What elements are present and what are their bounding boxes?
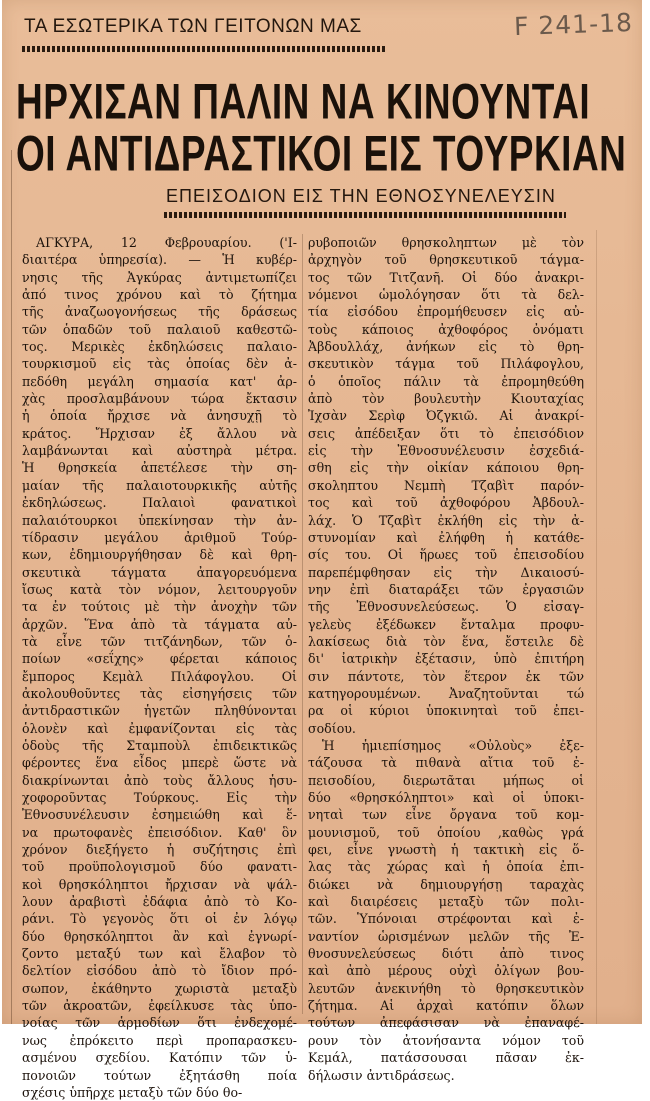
article-line: παλαιότουρκοι ὑπεκίνησαν τὴν ἀν- <box>22 512 297 528</box>
article-line: ὁ ὁποῖος πάλιν τὰ ἐπρομηθεύθη <box>308 373 584 389</box>
article-line: φέροντες ἕνα εἶδος μπερὲ ὥστε νὰ <box>22 755 297 771</box>
headline-line-1: ΗΡΧΙΣΑΝ ΠΑΛΙΝ ΝΑ ΚΙΝΟΥΝΤΑΙ <box>16 74 591 130</box>
archive-reference: F 241-18 <box>513 7 634 42</box>
article-line: ἔμπορος Κεμὰλ Πιλάφογλου. Οἱ <box>22 668 297 684</box>
article-line: τάζουσα τὰ πιθανὰ αἴτια τοῦ ἐ- <box>308 755 584 771</box>
article-line: ἡ ὁποία ἤρχισε νὰ ἀνησυχῇ τὸ <box>22 408 297 424</box>
article-line: τῶν. Ὑπόνοιαι στρέφονται καὶ ἐ- <box>308 911 584 927</box>
article-line: καὶ ἀπὸ μέρους οὐχὶ ὀλίγων βου- <box>308 963 584 979</box>
article-line: πεισοδίου, διερωτᾶται μήπως οἱ <box>308 772 584 788</box>
article-line: παρεπέμφθησαν εἰς τὴν Δικαιοσύ- <box>308 564 584 580</box>
article-line: νόμενοι ὡμολόγησαν ὅτι τὰ δελ- <box>308 287 584 303</box>
article-line: τος τῶν Τιτζανῆ. Οἱ δύο ἀνακρι- <box>308 269 584 285</box>
article-line: τος καὶ τοῦ ἀχθοφόρου Ἀβδουλ- <box>308 495 584 511</box>
article-line: χὰς προσλαμβάνουν τώρα ἔκτασιν <box>22 391 297 407</box>
article-line: τος. Μερικὲς ἐκδηλώσεις παλαιο- <box>22 339 297 355</box>
article-line: σθη εἰς τὴν οἰκίαν κάποιου θρη- <box>308 460 584 476</box>
article-line: Κεμάλ, πατάσσουσαι πᾶσαν ἐκ- <box>308 1050 584 1066</box>
article-line: στυνομίαν καὶ ἐλήφθη ἡ κατάθε- <box>308 529 584 545</box>
article-line: τῶν ἀκροατῶν, ἐφείλκυσε τὰς ὑπο- <box>22 998 297 1014</box>
article-line: τὰ εἶνε τῶν τιτζάνηδων, τῶν ὁ- <box>22 633 297 649</box>
article-line: ὁλονὲν καὶ ἐμφανίζονται εἰς τὰς <box>22 720 297 736</box>
article-line: κράτος. Ἤρχισαν ἐξ ἄλλου νὰ <box>22 425 297 441</box>
article-line: λάχ. Ὁ Τζαβὶτ ἐκλήθη εἰς τὴν ἀ- <box>308 512 584 528</box>
article-line: λας τὰς χώρας καὶ ἡ ὁποία ἐπι- <box>308 859 584 875</box>
article-line: Ἡ ἡμιεπίσημος «Οὐλοὺς» ἐξε- <box>322 737 584 753</box>
article-line: τῆς ἀναζωογονήσεως τῆς δράσεως <box>22 304 297 320</box>
article-line: ἀκολουθοῦντες τὰς εἰσηγήσεις τῶν <box>22 685 297 701</box>
article-line: νηταὶ των εἶνε ὄργανα τοῦ κομ- <box>308 807 584 823</box>
article-line: ποίων «σεΐχης» φέρεται κάποιος <box>22 651 297 667</box>
article-line: σίς του. Οἱ ἥρωες τοῦ ἐπεισοδίου <box>308 547 584 563</box>
article-line: νησις τῆς Ἀγκύρας ἀντιμετωπίζει <box>22 269 297 285</box>
article-line: κων, ἐδημιουργήθησαν δὲ καὶ θρη- <box>22 547 297 563</box>
article-line: ἀρχῶν. Ἕνα ἀπὸ τὰ τάγματα αὐ- <box>22 616 297 632</box>
article-line: ἀντιδραστικῶν ἡγετῶν πληθύνονται <box>22 703 297 719</box>
article-line: ἀρχηγὸν τοῦ θρησκευτικοῦ τάγμα- <box>308 252 584 268</box>
article-line: ράνι. Τὸ γεγονὸς ὅτι οἱ ἐν λόγῳ <box>22 911 297 927</box>
article-line: τα ἐν τούτοις μὲ τὴν ἀνοχὴν τῶν <box>22 599 297 615</box>
article-line: ἀπὸ τὸν βουλευτὴν Κιουταχίας <box>308 391 584 407</box>
article-line: νοίας τῶν ἁρμοδίων ὅτι ἐνδεχομέ- <box>22 1015 297 1031</box>
article-line: Ἐθνοσυνέλευσιν ἐσημειώθη καὶ ἕ- <box>22 807 297 823</box>
article-line: καὶ διαιρέσεις μεταξὺ τῶν πολι- <box>308 894 584 910</box>
subheadline: ΕΠΕΙΣΟΔΙΟΝ ΕΙΣ ΤΗΝ ΕΘΝΟΣΥΝΕΛΕΥΣΙΝ <box>166 186 556 206</box>
article-line: σχέσις ὑπῆρχε μεταξὺ τῶν δύο θο- <box>22 1084 243 1100</box>
article-line: διακρίνωνται ἀπὸ τοὺς ἄλλους ἡσυ- <box>22 772 297 788</box>
article-line: δύο θρησκόληπτοι ἂν καὶ ἐγνωρί- <box>22 928 297 944</box>
article-line: θνοσυνελεύσεως διότι ἀπὸ τινος <box>308 946 584 962</box>
article-line: λακίσεως διὰ τὸν ἕνα, ἔστειλε δὲ <box>308 633 584 649</box>
article-column-left <box>22 234 297 1101</box>
article-line: τοῦ προϋπολογισμοῦ δύο φανατι- <box>22 859 297 875</box>
subheadline-rule <box>164 212 566 218</box>
paper-fold <box>596 230 597 1024</box>
article-line: νην ἐπὶ διαταράξει τῶν ἐργασιῶν <box>308 581 584 597</box>
article-line: ναντίον ὡρισμένων μελῶν τῆς Ἐ- <box>308 928 584 944</box>
article-line: διώκει νὰ δημιουργήσῃ ταραχὰς <box>308 876 584 892</box>
article-line: τῆς Ἐθνοσυνελεύσεως. Ὁ εἰσαγ- <box>308 599 584 615</box>
article-line: λευτῶν ἀνεκινήθη τὸ θρησκευτικὸν <box>308 980 584 996</box>
article-line: σιν πάντοτε, τὸν ἕτερον ἐκ τῶν <box>308 668 584 684</box>
article-line: σκοληπτου Νεμπὴ Τζαβὶτ παρόν- <box>308 477 584 493</box>
article-line: Ἀβδουλλάχ, ἀνήκων εἰς τὸ θρη- <box>308 339 584 355</box>
article-line: εἰς τὴν Ἐθνοσυνέλευσιν ἐσχεδιά- <box>308 443 584 459</box>
article-line: φει, εἶνε γνωστὴ ἡ τακτικὴ εἰς ὅ- <box>308 842 584 858</box>
article-line: ἀπό τινος χρόνου καὶ τὸ ζήτημα <box>22 287 297 303</box>
column-divider <box>302 234 303 1014</box>
article-line: λαμβάνωνται καὶ αὐστηρὰ μέτρα. <box>22 443 297 459</box>
article-line: σκευτικὸν τάγμα τοῦ Πιλάφογλου, <box>308 356 584 372</box>
article-line: τίδρασιν μεγάλου ἀριθμοῦ Τούρ- <box>22 529 297 545</box>
article-line: τία εἰσόδου ἐπρομήθευσεν εἰς αὐ- <box>308 304 584 320</box>
article-line: τῶν ὁπαδῶν τοῦ παλαιοῦ καθεστῶ- <box>22 321 297 337</box>
article-line: τοὺς κάποιος ἀχθοφόρος ὀνόματι <box>308 321 584 337</box>
newspaper-clipping <box>2 0 642 1100</box>
article-line: σωπον, ἐκάθηντο χωριστὰ μεταξὺ <box>22 980 297 996</box>
article-line: μαίαν τῆς παλαιοτουρκικῆς αὐτῆς <box>22 477 297 493</box>
article-line: ρυβοποιῶν θρησκοληπτων μὲ τὸν <box>308 235 584 250</box>
article-column-right <box>308 234 584 1084</box>
article-line: χοφοροῦντας Τούρκους. Εἰς τὴν <box>22 790 297 805</box>
article-line: ὁδοὺς τῆς Σταμποὺλ ἐπιδεικτικῶς <box>22 737 297 753</box>
article-line: σοδίου. <box>308 720 356 736</box>
article-line: κοὶ θρησκόληπτοι ἤρχισαν νὰ ψάλ- <box>22 876 297 892</box>
article-line: δύο «θρησκόληπτοι» καὶ οἱ ὑποκι- <box>308 790 584 805</box>
article-line: Ἰχσὰν Σερὶφ Ὀζγκιῶ. Αἱ ἀνακρί- <box>308 408 584 424</box>
article-line: λουν ἀραβιστὶ ἐδάφια ἀπὸ τὸ Κο- <box>22 894 297 910</box>
article-line: δι' ἰατρικὴν ἐξέτασιν, ὑπὸ ἐπιτήρη <box>308 651 584 667</box>
article-line: να πρωτοφανὲς ἐπεισόδιον. Καθ' ὃν <box>22 824 297 840</box>
article-line: ἴσως κατὰ τὸν νόμον, λειτουργοῦν <box>22 581 297 597</box>
article-line: τούτων ἀπεφάσισαν νὰ ἐπαναφέ- <box>308 1015 584 1031</box>
section-kicker: ΤΑ ΕΣΩΤΕΡΙΚΑ ΤΩΝ ΓΕΙΤΟΝΩΝ ΜΑΣ <box>24 16 362 37</box>
article-line: γελεὺς ἐξέδωκεν ἔνταλμα προφυ- <box>308 616 584 632</box>
headline-line-2: ΟΙ ΑΝΤΙΔΡΑΣΤΙΚΟΙ ΕΙΣ ΤΟΥΡΚΙΑΝ <box>16 126 627 182</box>
article-line: σεις ἀπέδειξαν ὅτι τὸ ἐπεισόδιον <box>308 425 584 441</box>
article-line: διαιτέρα ὑπηρεσία). — Ἡ κυβέρ- <box>22 252 297 268</box>
article-line: χρόνον διεξήγετο ἡ συζήτησις ἐπὶ <box>22 842 297 858</box>
article-line: Ἡ θρησκεία ἀπετέλεσε τὴν ση- <box>22 460 297 476</box>
article-line: πεδόθη μεγάλη σημασία κατ' ἀρ- <box>22 373 297 389</box>
kicker-rule <box>22 46 387 52</box>
article-line: δήλωσιν ἀντιδράσεως. <box>308 1067 455 1083</box>
article-line: τουρκισμοῦ εἰς τὰς ὁποίας δὲν ἀ- <box>22 356 297 372</box>
left-margin-line <box>11 150 12 1024</box>
article-line: ζοντο μεταξύ των καὶ ἔλαβον τὸ <box>22 946 297 962</box>
article-line: ζήτημα. Αἱ ἀρχαὶ κατόπιν ὅλων <box>308 998 584 1014</box>
article-line: νως ἐπρόκειτο περὶ προπαρασκευ- <box>22 1032 297 1048</box>
article-line: ρα οἱ κύριοι ὑποκινηταὶ τοῦ ἐπει- <box>308 703 584 719</box>
article-line: ἐκδηλώσεως. Παλαιοὶ φανατικοὶ <box>22 495 297 511</box>
article-line: πονοιῶν τούτων ἐξητάσθη ποία <box>22 1067 297 1083</box>
article-line: κατηγορουμένων. Ἀναζητοῦνται τώ <box>308 685 584 701</box>
article-line: δελτίον εἰσόδου ἀπὸ τὸ ἴδιον πρό- <box>22 963 297 979</box>
article-line: ασμένου σχεδίου. Κατόπιν τῶν ὑ- <box>22 1050 297 1066</box>
article-line: ΑΓΚΥΡΑ, 12 Φεβρουαρίου. ('Ι- <box>36 235 297 250</box>
article-line: ρουν τὸν ἀτονήσαντα νόμον τοῦ <box>308 1032 584 1048</box>
article-line: μουνισμοῦ, τοῦ ὁποίου ,καθὼς γρά <box>308 824 584 840</box>
article-line: σκευτικὰ τάγματα ἀπαγορευόμενα <box>22 564 297 580</box>
